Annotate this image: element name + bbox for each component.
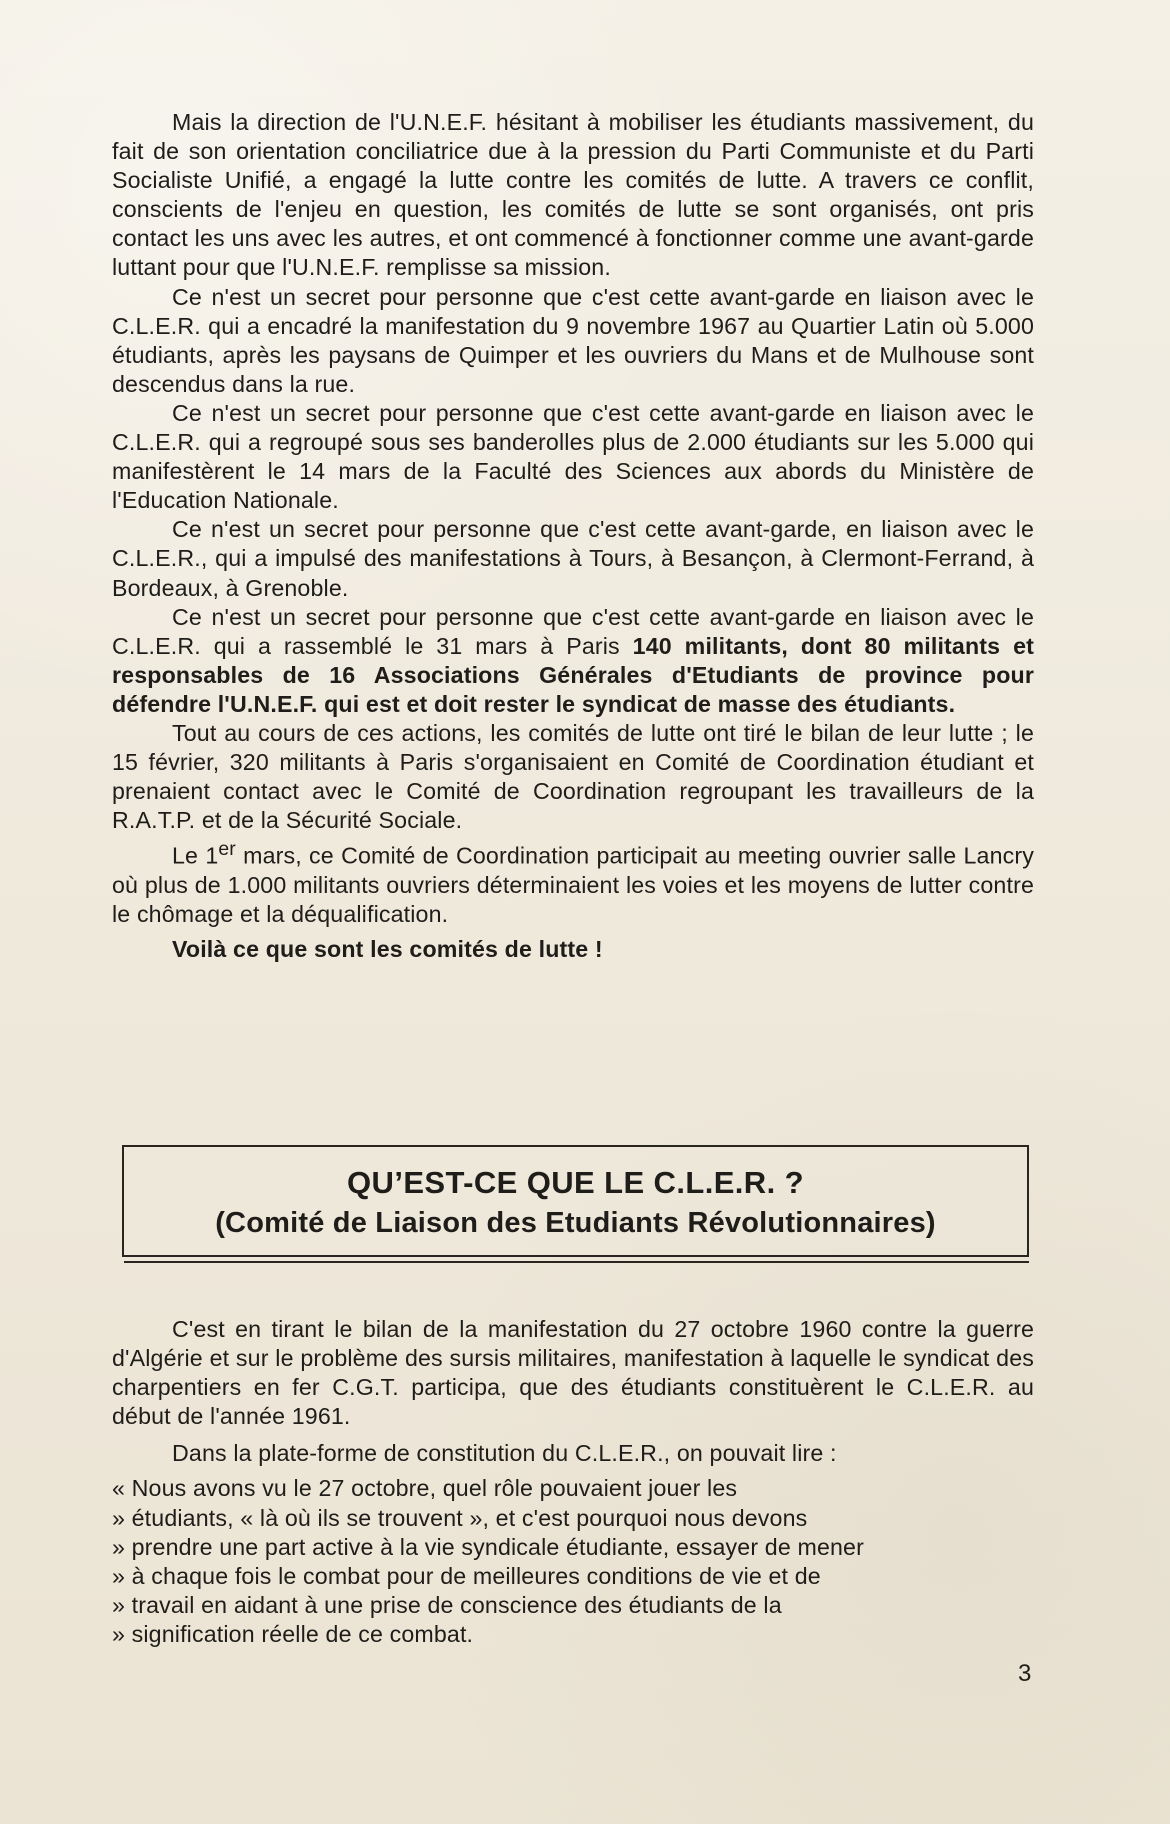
paragraph-2: Ce n'est un secret pour personne que c'est cette avant-garde en liaison avec le C.L.E.R. qui a encadré la manifestation du 9 novembre 1967 au Quartier Latin où 5.000 étudiants, après les paysans de Quimper et les ouvriers du Mans et de Mulhouse sont descendus dans la rue.	[112, 283, 1034, 397]
quote-line-4: » à chaque fois le combat pour de meilleures conditions de vie et de	[112, 1562, 821, 1589]
top-text-block	[112, 108, 1034, 964]
section-subtitle: (Comité de Liaison des Etudiants Révolutionnaires)	[215, 1207, 936, 1239]
paragraph-7-sup: er	[218, 839, 236, 861]
bottom-text-block	[112, 1315, 1034, 1649]
closing-line: Voilà ce que sont les comités de lutte !	[172, 936, 603, 963]
paragraph-7-tail: mars, ce Comité de Coordination participait au meeting ouvrier salle Lancry où plus de 1.000 militants ouvriers déterminaient les voies et les moyens de lutter contre le chômage et la déqualification.	[112, 843, 1035, 928]
page-number: 3	[1018, 1660, 1032, 1687]
quote-line-3: » prendre une part active à la vie syndicale étudiante, essayer de mener	[112, 1533, 864, 1560]
paragraph-9: Dans la plate-forme de constitution du C.L.E.R., on pouvait lire :	[172, 1440, 837, 1467]
quote-line-1: « Nous avons vu le 27 octobre, quel rôle pouvaient jouer les	[112, 1475, 738, 1502]
quote-line-6: » signification réelle de ce combat.	[112, 1620, 474, 1647]
paragraph-8: C'est en tirant le bilan de la manifestation du 27 octobre 1960 contre la guerre d'Algérie et sur le problème des sursis militaires, manifestation à laquelle le syndicat des charpentiers en fer C.G.T. participa, que des étudiants constituèrent le C.L.E.R. au début de l'année 1961.	[112, 1316, 1034, 1430]
quote-line-2: » étudiants, « là où ils se trouvent », et c'est pourquoi nous devons	[112, 1504, 808, 1531]
paragraph-3: Ce n'est un secret pour personne que c'est cette avant-garde en liaison avec le C.L.E.R. qui a regroupé sous ses banderolles plus de 2.000 étudiants sur les 5.000 qui manifestèrent le 14 mars de la Faculté des Sciences aux abords du Ministère de l'Education Nationale.	[112, 399, 1034, 514]
paragraph-5	[112, 603, 1034, 719]
section-title-box	[122, 1145, 1029, 1257]
quote-line-5: » travail en aidant à une prise de conscience des étudiants de la	[112, 1591, 782, 1618]
section-title: QU’EST-CE QUE LE C.L.E.R. ?	[347, 1165, 804, 1200]
paragraph-6: Tout au cours de ces actions, les comités de lutte ont tiré le bilan de leur lutte ; le 15 février, 320 militants à Paris s'organisaient en Comité de Coordination étudiant et prenaient contact avec le Comité de Coordination regroupant les travailleurs de la R.A.T.P. et de la Sécurité Sociale.	[112, 719, 1034, 834]
paragraph-7-lead: Le 1	[172, 843, 219, 870]
paragraph-1: Mais la direction de l'U.N.E.F. hésitant à mobiliser les étudiants massivement, du fait de son orientation conciliatrice due à la pression du Parti Communiste et du Parti Socialiste Unifié, a engagé la lutte contre les comités de lutte. A travers ce conflit, conscients de l'enjeu en question, les comités de lutte se sont organisés, ont pris contact les uns avec les autres, et ont commencé à fonctionner comme une avant-garde luttant pour que l'U.N.E.F. remplisse sa mission.	[112, 109, 1034, 281]
paragraph-4: Ce n'est un secret pour personne que c'est cette avant-garde, en liaison avec le C.L.E.R., qui a impulsé des manifestations à Tours, à Besançon, à Clermont-Ferrand, à Bordeaux, à Grenoble.	[112, 516, 1034, 601]
paragraph-7	[112, 835, 1034, 929]
quote-block	[112, 1474, 1034, 1649]
paragraph-5-lead: Ce n'est un secret pour personne que c'est cette avant-garde en liaison avec le C.L.E.R. qui a rassemblé le 31 mars à Paris	[112, 603, 1034, 659]
paragraph-5-bold: 140 militants, dont 80 militants et responsables de 16 Associations Générales d'Etudiants de province pour défendre l'U.N.E.F. qui est et doit rester le syndicat de masse des étudiants.	[112, 632, 1034, 717]
